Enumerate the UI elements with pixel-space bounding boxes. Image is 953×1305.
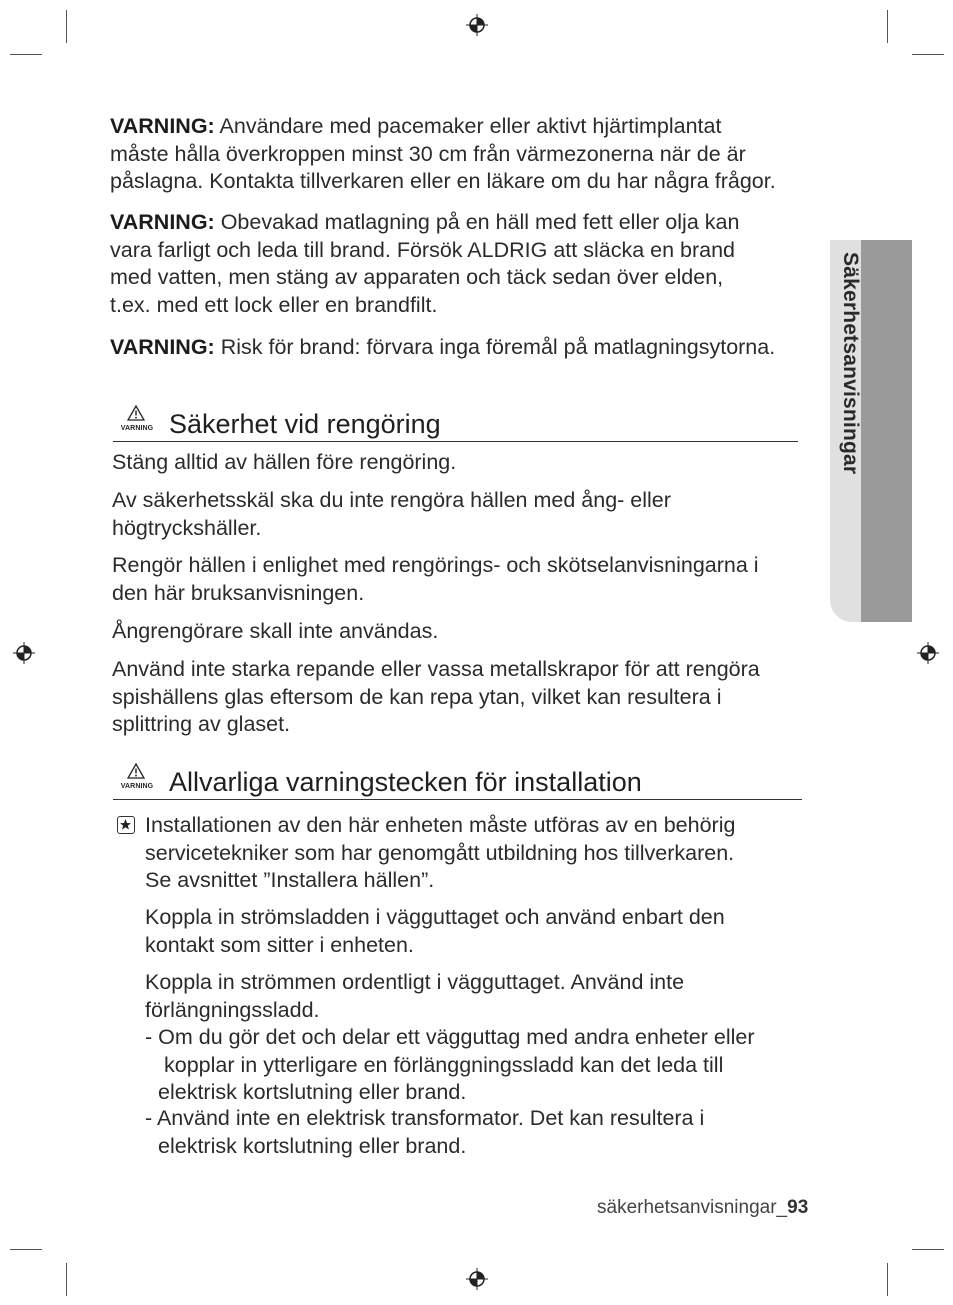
warning-triangle-icon [127, 405, 145, 421]
registration-mark-icon [466, 14, 488, 36]
star-note-icon [117, 816, 135, 834]
crop-mark [887, 1263, 888, 1296]
bullet-item [145, 1024, 835, 1107]
text-line: Risk för brand: förvara inga föremål på matlagningsytorna. [220, 335, 776, 359]
footer-text: säkerhetsanvisningar_ [597, 1197, 788, 1218]
crop-mark [66, 10, 67, 43]
paragraph [112, 552, 822, 607]
text-line: Stäng alltid av hällen före rengöring. [112, 450, 457, 474]
text-line: förlängningssladd. [145, 997, 320, 1022]
warning-paragraph [110, 113, 835, 196]
text-line: Ångrengörare skall inte användas. [112, 619, 439, 643]
warning-icon-label: VARNING [120, 783, 154, 790]
warning-label: VARNING: [110, 210, 215, 234]
paragraph [145, 904, 835, 959]
warning-label: VARNING: [110, 114, 215, 138]
crop-mark [912, 1249, 944, 1250]
registration-mark-icon [466, 1268, 488, 1290]
text-line: servicetekniker som har genomgått utbildning hos tillverkaren. [145, 840, 735, 865]
text-line: vara farligt och leda till brand. Försök ALDRIG att släcka en brand [110, 237, 736, 262]
text-line: högtryckshäller. [112, 515, 262, 540]
section-title: Allvarliga varningstecken för installation [169, 767, 642, 797]
warning-paragraph [110, 334, 835, 362]
text-line: kopplar in ytterligare en förlänggningssladd kan det leda till [164, 1052, 724, 1077]
text-line: t.ex. med ett lock eller en brandfilt. [110, 292, 438, 317]
paragraph [145, 969, 835, 1024]
text-line: elektrisk kortslutning eller brand. [158, 1080, 467, 1104]
text-line: måste hålla överkroppen minst 30 cm från värmezonerna när de är [110, 141, 746, 166]
paragraph [112, 449, 822, 477]
crop-mark [887, 10, 888, 43]
page-footer [597, 1197, 808, 1219]
page-number: 93 [787, 1197, 809, 1218]
warning-triangle-icon [127, 763, 145, 779]
text-line: Av säkerhetsskäl ska du inte rengöra hällen med ång- eller [112, 488, 671, 512]
paragraph [145, 812, 835, 895]
text-line: Användare med pacemaker eller aktivt hjärtimplantat [219, 114, 722, 138]
text-line: - Använd inte en elektrisk transformator. Det kan resultera i [145, 1106, 705, 1130]
registration-mark-icon [917, 642, 939, 664]
warning-icon [116, 763, 156, 795]
text-line: Koppla in strömmen ordentligt i vägguttaget. Använd inte [145, 970, 685, 994]
registration-mark-icon [13, 642, 35, 664]
warning-icon [116, 405, 156, 437]
text-line: Se avsnittet ”Installera hällen”. [145, 868, 435, 892]
paragraph [112, 656, 822, 739]
section-title: Säkerhet vid rengöring [169, 409, 441, 439]
text-line: Använd inte starka repande eller vassa metallskrapor för att rengöra [112, 657, 760, 681]
section-divider [113, 441, 798, 442]
paragraph [112, 618, 822, 646]
text-line: påslagna. Kontakta tillverkaren eller en läkare om du har några frågor. [110, 169, 776, 193]
paragraph [112, 487, 822, 542]
text-line: spishällens glas eftersom de kan repa ytan, vilket kan resultera i [112, 684, 722, 709]
crop-mark [10, 1249, 42, 1250]
crop-mark [10, 54, 42, 55]
text-line: - Om du gör det och delar ett vägguttag med andra enheter eller [145, 1025, 755, 1049]
side-tab-label: Säkerhetsanvisningar [839, 252, 862, 475]
warning-paragraph [110, 209, 835, 319]
text-line: den här bruksanvisningen. [112, 580, 365, 605]
text-line: Koppla in strömsladden i vägguttaget och använd enbart den [145, 905, 725, 929]
text-line: Installationen av den här enheten måste utföras av en behörig [145, 813, 736, 837]
text-line: elektrisk kortslutning eller brand. [158, 1133, 467, 1158]
bullet-item [145, 1105, 835, 1160]
crop-mark [912, 54, 944, 55]
warning-icon-label: VARNING [120, 425, 154, 432]
warning-label: VARNING: [110, 335, 215, 359]
text-line: kontakt som sitter i enheten. [145, 932, 414, 957]
text-line: splittring av glaset. [112, 712, 291, 736]
text-line: Obevakad matlagning på en häll med fett eller olja kan [220, 210, 740, 234]
section-divider [113, 799, 802, 800]
text-line: Rengör hällen i enlighet med rengörings- och skötselanvisningarna i [112, 553, 759, 577]
crop-mark [66, 1263, 67, 1296]
text-line: med vatten, men stäng av apparaten och täck sedan över elden, [110, 265, 724, 289]
side-tab-bar [861, 240, 912, 622]
